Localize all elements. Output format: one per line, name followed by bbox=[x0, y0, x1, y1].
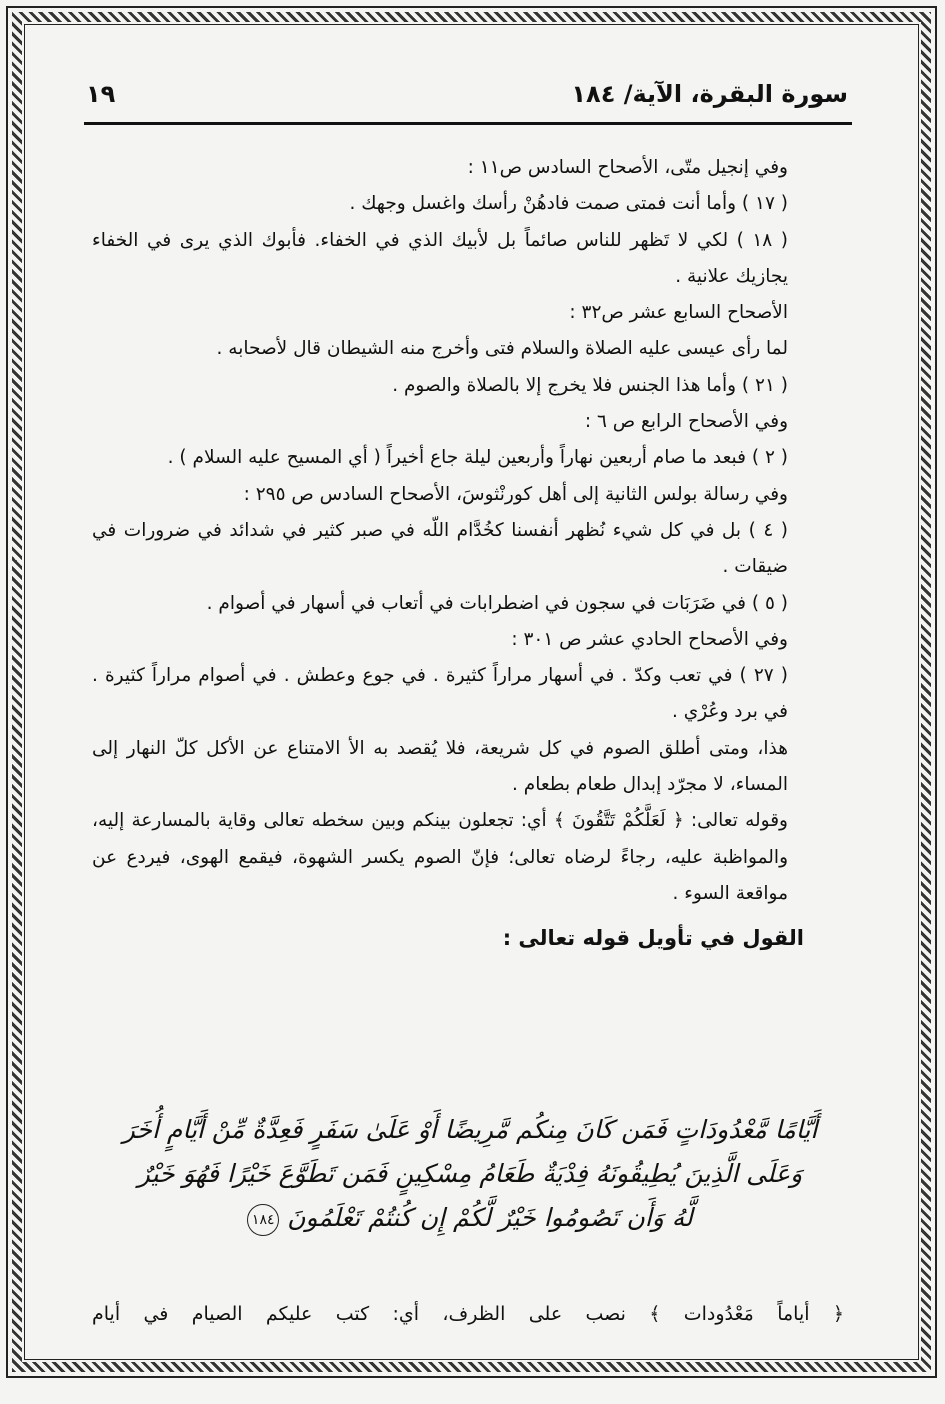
paragraph: وفي الأصحاح الرابع ص ٦ : bbox=[584, 411, 788, 433]
paragraph: ( ٤ ) بل في كل شيء نُظهر أنفسنا كخُدَّام اللّه في صبر كثير في شدائد في ضرورات في ضيقات . bbox=[92, 519, 788, 578]
paragraph: وفي إنجيل متّى، الأصحاح السادس ص١١ : bbox=[467, 157, 788, 178]
paragraph: وفي رسالة بولس الثانية إلى أهل كورنْثوسَ، الأصحاح السادس ص ٢٩٥ : bbox=[243, 483, 788, 505]
continuation-line: ﴿ أياماً مَعْدُودات ﴾ نصب على الظرف، أي: كتب عليكم الصيام في أيام bbox=[92, 1303, 844, 1325]
paragraph: هذا، ومتى أطلق الصوم في كل شريعة، فلا يُقصد به الأ الامتناع عن الأكل كلّ النهار إلى المساء، لا مجرّد إبدال طعام بطعام . bbox=[92, 737, 788, 796]
paragraph: ( ٢٧ ) في تعب وكدّ . في أسهار مراراً كثيرة . في جوع وعطش . في أصوام مراراً كثيرة . في برد وعُرْي . bbox=[92, 665, 788, 723]
verse-line-3-text: لَّهُ وَأَن تَصُومُوا خَيْرٌ لَّكُمْ إِن كُنتُمْ تَعْلَمُونَ bbox=[287, 1203, 693, 1232]
section-heading: القول في تأويل قوله تعالى : bbox=[502, 926, 804, 951]
paragraph: ( ٢١ ) وأما هذا الجنس فلا يخرج إلا بالصلاة والصوم . bbox=[392, 374, 788, 396]
verse-line-1: أَيَّامًا مَّعْدُودَاتٍ فَمَن كَانَ مِنكُم مَّرِيضًا أَوْ عَلَىٰ سَفَرٍ فَعِدَّةٌ مِّنْ أَيَّامٍ أُخَرَ bbox=[122, 1115, 818, 1144]
body-text bbox=[92, 150, 844, 958]
verse-line-3 bbox=[110, 1196, 830, 1240]
paragraph: ( ٥ ) في ضَرَبَات في سجون في اضطرابات في أتعاب في أسهار في أصوام . bbox=[206, 592, 788, 614]
paragraph: ( ١٧ ) وأما أنت فمتى صمت فادهُنْ رأسك واغسل وجهك . bbox=[349, 193, 788, 215]
paragraph: ( ٢ ) فبعد ما صام أربعين نهاراً وأربعين ليلة جاع أخيراً ( أي المسيح عليه السلام ) . bbox=[167, 447, 788, 469]
verse-line-2: وَعَلَى الَّذِينَ يُطِيقُونَهُ فِدْيَةٌ طَعَامُ مِسْكِينٍ فَمَن تَطَوَّعَ خَيْرًا فَهُوَ خَيْرٌ bbox=[137, 1159, 803, 1188]
paragraph: ( ١٨ ) لكي لا تَظهر للناس صائماً بل لأبيك الذي في الخفاء. فأبوك الذي يرى في الخفاء يجازيك علانية . bbox=[92, 229, 788, 287]
quran-verses bbox=[110, 1108, 830, 1240]
page-number: ١٩ bbox=[86, 80, 116, 108]
paragraph: وقوله تعالى: ﴿ لَعَلَّكُمْ تَتَّقُونَ ﴾ أي: تجعلون بينكم وبين سخطه تعالى وقاية بالمسارعة إليه، والمواظبة عليه، رجاءً لرضاه تعالى؛ فإنّ الصوم يكسر الشهوة، فيقمع الهوى، فيردع عن مواقعة السوء . bbox=[92, 810, 788, 904]
paragraph: وفي الأصحاح الحادي عشر ص ٣٠١ : bbox=[511, 628, 788, 650]
running-title: سورة البقرة، الآية/ ١٨٤ bbox=[571, 80, 848, 108]
paragraph: الأصحاح السابع عشر ص٣٢ : bbox=[569, 302, 788, 324]
paragraph: لما رأى عيسى عليه الصلاة والسلام فتى وأخرج منه الشيطان قال لأصحابه . bbox=[216, 338, 788, 360]
header-rule bbox=[84, 122, 852, 125]
page-header bbox=[86, 80, 848, 120]
verse-number-marker: ١٨٤ bbox=[247, 1204, 279, 1236]
